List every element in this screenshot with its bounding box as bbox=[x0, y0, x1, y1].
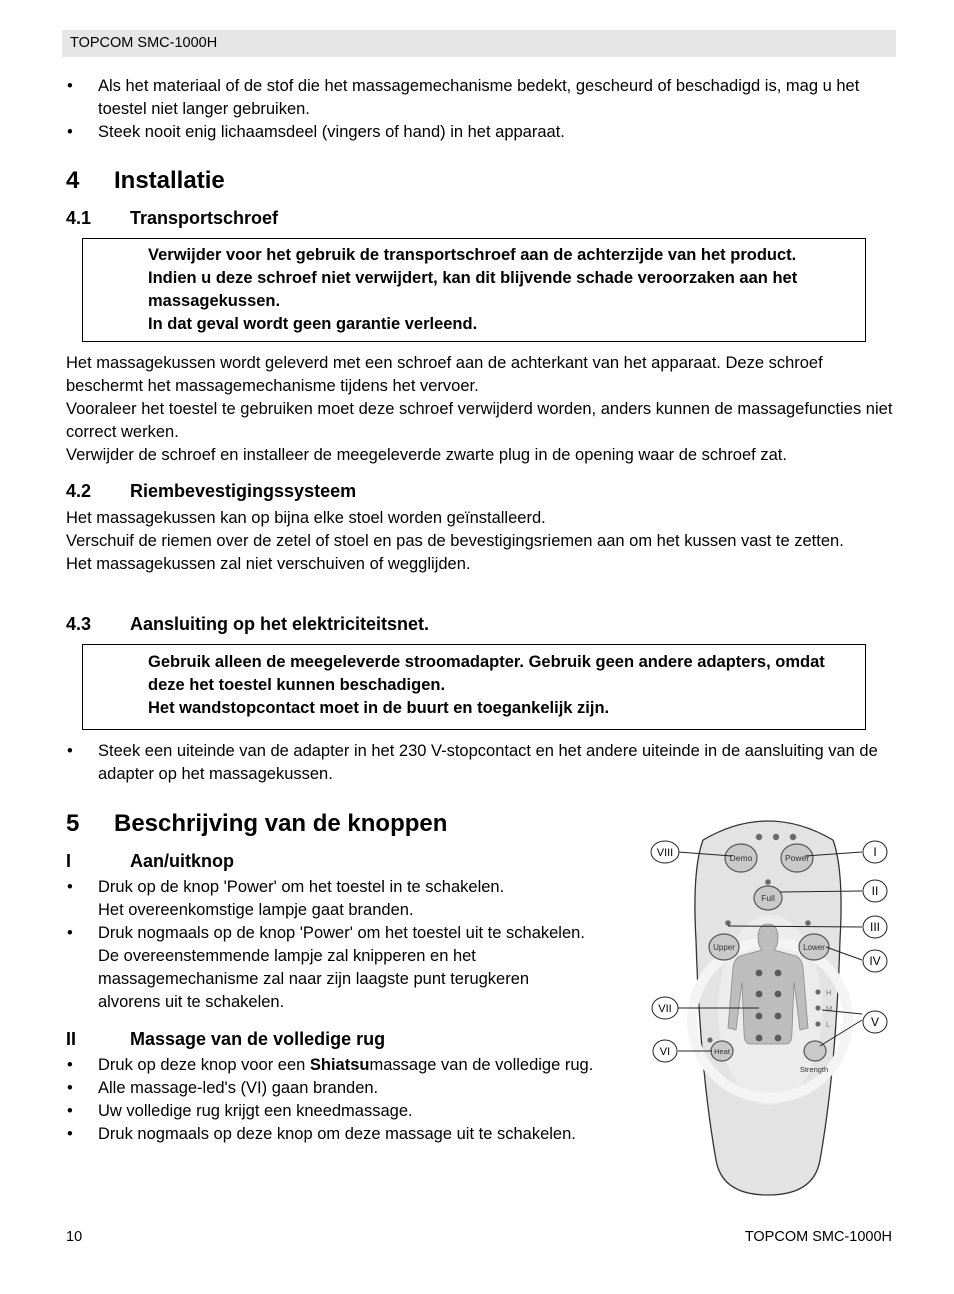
level-low-label: L bbox=[826, 1020, 831, 1029]
full-label: Full bbox=[761, 893, 775, 903]
remote-control-diagram bbox=[640, 810, 896, 1200]
list-item: • Uw volledige rug krijgt een kneedmassage. bbox=[66, 1100, 646, 1123]
led-indicator bbox=[775, 1035, 782, 1042]
transport-screw-text bbox=[66, 352, 896, 467]
list-item: • Steek nooit enig lichaamsdeel (vingers of hand) in het apparaat. bbox=[66, 121, 896, 144]
notice-line: Indien u deze schroef niet verwijdert, kan dit blijvende schade veroorzaken aan het massagekussen. bbox=[148, 269, 798, 310]
section-number: 4 bbox=[66, 167, 80, 194]
led-indicator bbox=[773, 834, 779, 840]
heat-label: Heat bbox=[714, 1047, 730, 1056]
power-label: Power bbox=[784, 853, 810, 863]
list-item bbox=[66, 1054, 646, 1077]
section-number: 4.3 bbox=[66, 614, 92, 634]
section-number: 4.1 bbox=[66, 208, 92, 228]
list-line: De overeenstemmende lampje zal knipperen en het bbox=[98, 947, 476, 965]
callout-label: III bbox=[869, 920, 881, 934]
lower-label: Lower bbox=[803, 943, 825, 952]
section-I-heading bbox=[66, 850, 234, 872]
list-item: • Alle massage-led's (VI) gaan branden. bbox=[66, 1077, 646, 1100]
section-title: Installatie bbox=[114, 167, 225, 194]
callout-bubble-iii bbox=[863, 916, 887, 938]
callout-label: I bbox=[873, 845, 877, 859]
strength-label: Strength bbox=[799, 1065, 829, 1074]
section-number: 4.2 bbox=[66, 481, 92, 501]
text-run: massage van de volledige rug. bbox=[369, 1056, 594, 1074]
list-item: • Als het materiaal of de stof die het massagemechanisme bedekt, gescheurd of beschadigd is, mag u het toestel niet langer gebruiken. bbox=[66, 75, 896, 121]
callout-bubble-iv bbox=[863, 950, 887, 972]
list-line: Het overeenkomstige lampje gaat branden. bbox=[98, 901, 414, 919]
power-bullet-list bbox=[66, 740, 896, 786]
led-indicator bbox=[815, 1021, 820, 1026]
demo-label: Demo bbox=[729, 853, 753, 863]
led-indicator bbox=[756, 970, 763, 977]
led-indicator bbox=[756, 834, 762, 840]
callout-bubble-v bbox=[863, 1011, 887, 1033]
text-run: Druk op deze knop voor een bbox=[98, 1056, 310, 1074]
notice-line: Gebruik alleen de meegeleverde stroomadapter. Gebruik geen andere adapters, omdat deze het toestel kunnen beschadigen. bbox=[148, 653, 825, 694]
intro-bullet-list bbox=[66, 75, 896, 144]
list-line: alvorens uit te schakelen. bbox=[98, 993, 285, 1011]
callout-bubble-ii bbox=[863, 880, 887, 902]
section-II-heading bbox=[66, 1028, 385, 1050]
section-4-2-heading bbox=[66, 480, 356, 502]
led-indicator bbox=[775, 1013, 782, 1020]
callout-bubble-vi bbox=[653, 1040, 677, 1062]
section-number: 5 bbox=[66, 810, 80, 837]
warning-box-power-adapter bbox=[82, 644, 866, 730]
led-indicator bbox=[815, 1005, 820, 1010]
section-number: I bbox=[66, 851, 72, 871]
notice-line: Het wandstopcontact moet in de buurt en toegankelijk zijn. bbox=[148, 699, 610, 717]
section-4-1-heading bbox=[66, 207, 278, 229]
upper-label: Upper bbox=[713, 943, 735, 952]
list-item bbox=[66, 876, 646, 922]
led-indicator bbox=[775, 970, 782, 977]
callout-label: VI bbox=[659, 1046, 671, 1058]
notice-line: Verwijder voor het gebruik de transportschroef aan de achterzijde van het product. bbox=[148, 246, 797, 264]
section-4-3-heading bbox=[66, 613, 429, 635]
list-line: • Druk nogmaals op de knop 'Power' om het toestel uit te schakelen. bbox=[98, 924, 585, 942]
list-line: massagemechanisme zal naar zijn laagste punt terugkeren bbox=[98, 970, 530, 988]
callout-bubble-i bbox=[863, 841, 887, 863]
page-header bbox=[62, 30, 896, 57]
page-number: 10 bbox=[66, 1229, 83, 1245]
led-indicator bbox=[815, 989, 820, 994]
led-indicator bbox=[805, 920, 811, 926]
section-title: Beschrijving van de knoppen bbox=[114, 810, 448, 837]
led-indicator bbox=[725, 920, 731, 926]
footer-title: TOPCOM SMC-1000H bbox=[744, 1229, 892, 1245]
paragraph: Vooraleer het toestel te gebruiken moet deze schroef verwijderd worden, anders kunnen de massagefuncties niet correct werken. bbox=[66, 400, 893, 441]
section-title: Aansluiting op het elektriciteitsnet. bbox=[130, 614, 430, 634]
section-4-heading bbox=[66, 167, 225, 195]
section-title: Transportschroef bbox=[130, 208, 279, 228]
callout-label: II bbox=[871, 884, 879, 898]
list-item: • Druk nogmaals op deze knop om deze massage uit te schakelen. bbox=[66, 1123, 646, 1146]
led-indicator bbox=[765, 879, 771, 885]
notice-line: In dat geval wordt geen garantie verleend. bbox=[148, 315, 478, 333]
warning-box-transport-screw bbox=[82, 238, 866, 342]
section-5-heading bbox=[66, 810, 447, 838]
paragraph: Verschuif de riemen over de zetel of stoel en pas de bevestigingsriemen aan om het kussen vast te zetten. bbox=[66, 532, 844, 550]
bold-text: Shiatsu bbox=[309, 1056, 370, 1074]
callout-label: VIII bbox=[656, 847, 674, 859]
paragraph: Het massagekussen wordt geleverd met een schroef aan de achterkant van het apparaat. Deze schroef beschermt het massagemechanisme tijdens het vervoer. bbox=[66, 354, 823, 395]
section-title: Riembevestigingssysteem bbox=[130, 481, 357, 501]
led-indicator bbox=[790, 834, 796, 840]
section-title: Massage van de volledige rug bbox=[130, 1029, 386, 1049]
led-indicator bbox=[707, 1037, 712, 1042]
strap-system-text bbox=[66, 507, 896, 576]
callout-label: IV bbox=[869, 954, 881, 968]
list-item bbox=[66, 922, 646, 1014]
section-title: Aan/uitknop bbox=[130, 851, 234, 871]
led-indicator bbox=[756, 991, 763, 998]
power-button-bullets bbox=[66, 876, 646, 1014]
led-indicator bbox=[756, 1013, 763, 1020]
header-title: TOPCOM SMC-1000H bbox=[70, 35, 218, 51]
list-item: • Steek een uiteinde van de adapter in het 230 V-stopcontact en het andere uiteinde in de aansluiting van de adapter op het massagekussen. bbox=[66, 740, 896, 786]
led-indicator bbox=[775, 991, 782, 998]
led-indicator bbox=[756, 1035, 763, 1042]
paragraph: Het massagekussen kan op bijna elke stoel worden geïnstalleerd. bbox=[66, 509, 546, 527]
paragraph: Het massagekussen zal niet verschuiven of wegglijden. bbox=[66, 555, 471, 573]
level-medium-label: M bbox=[826, 1004, 833, 1013]
section-number: II bbox=[66, 1029, 77, 1049]
callout-label: VII bbox=[658, 1003, 672, 1015]
level-high-label: H bbox=[826, 988, 832, 997]
full-back-bullets bbox=[66, 1054, 646, 1146]
callout-bubble-vii bbox=[652, 997, 678, 1019]
callout-bubble-viii bbox=[651, 841, 679, 863]
paragraph: Verwijder de schroef en installeer de meegeleverde zwarte plug in de opening waar de schroef zat. bbox=[66, 446, 787, 464]
list-line: • Druk op de knop 'Power' om het toestel in te schakelen. bbox=[98, 878, 505, 896]
callout-label: V bbox=[870, 1015, 880, 1029]
